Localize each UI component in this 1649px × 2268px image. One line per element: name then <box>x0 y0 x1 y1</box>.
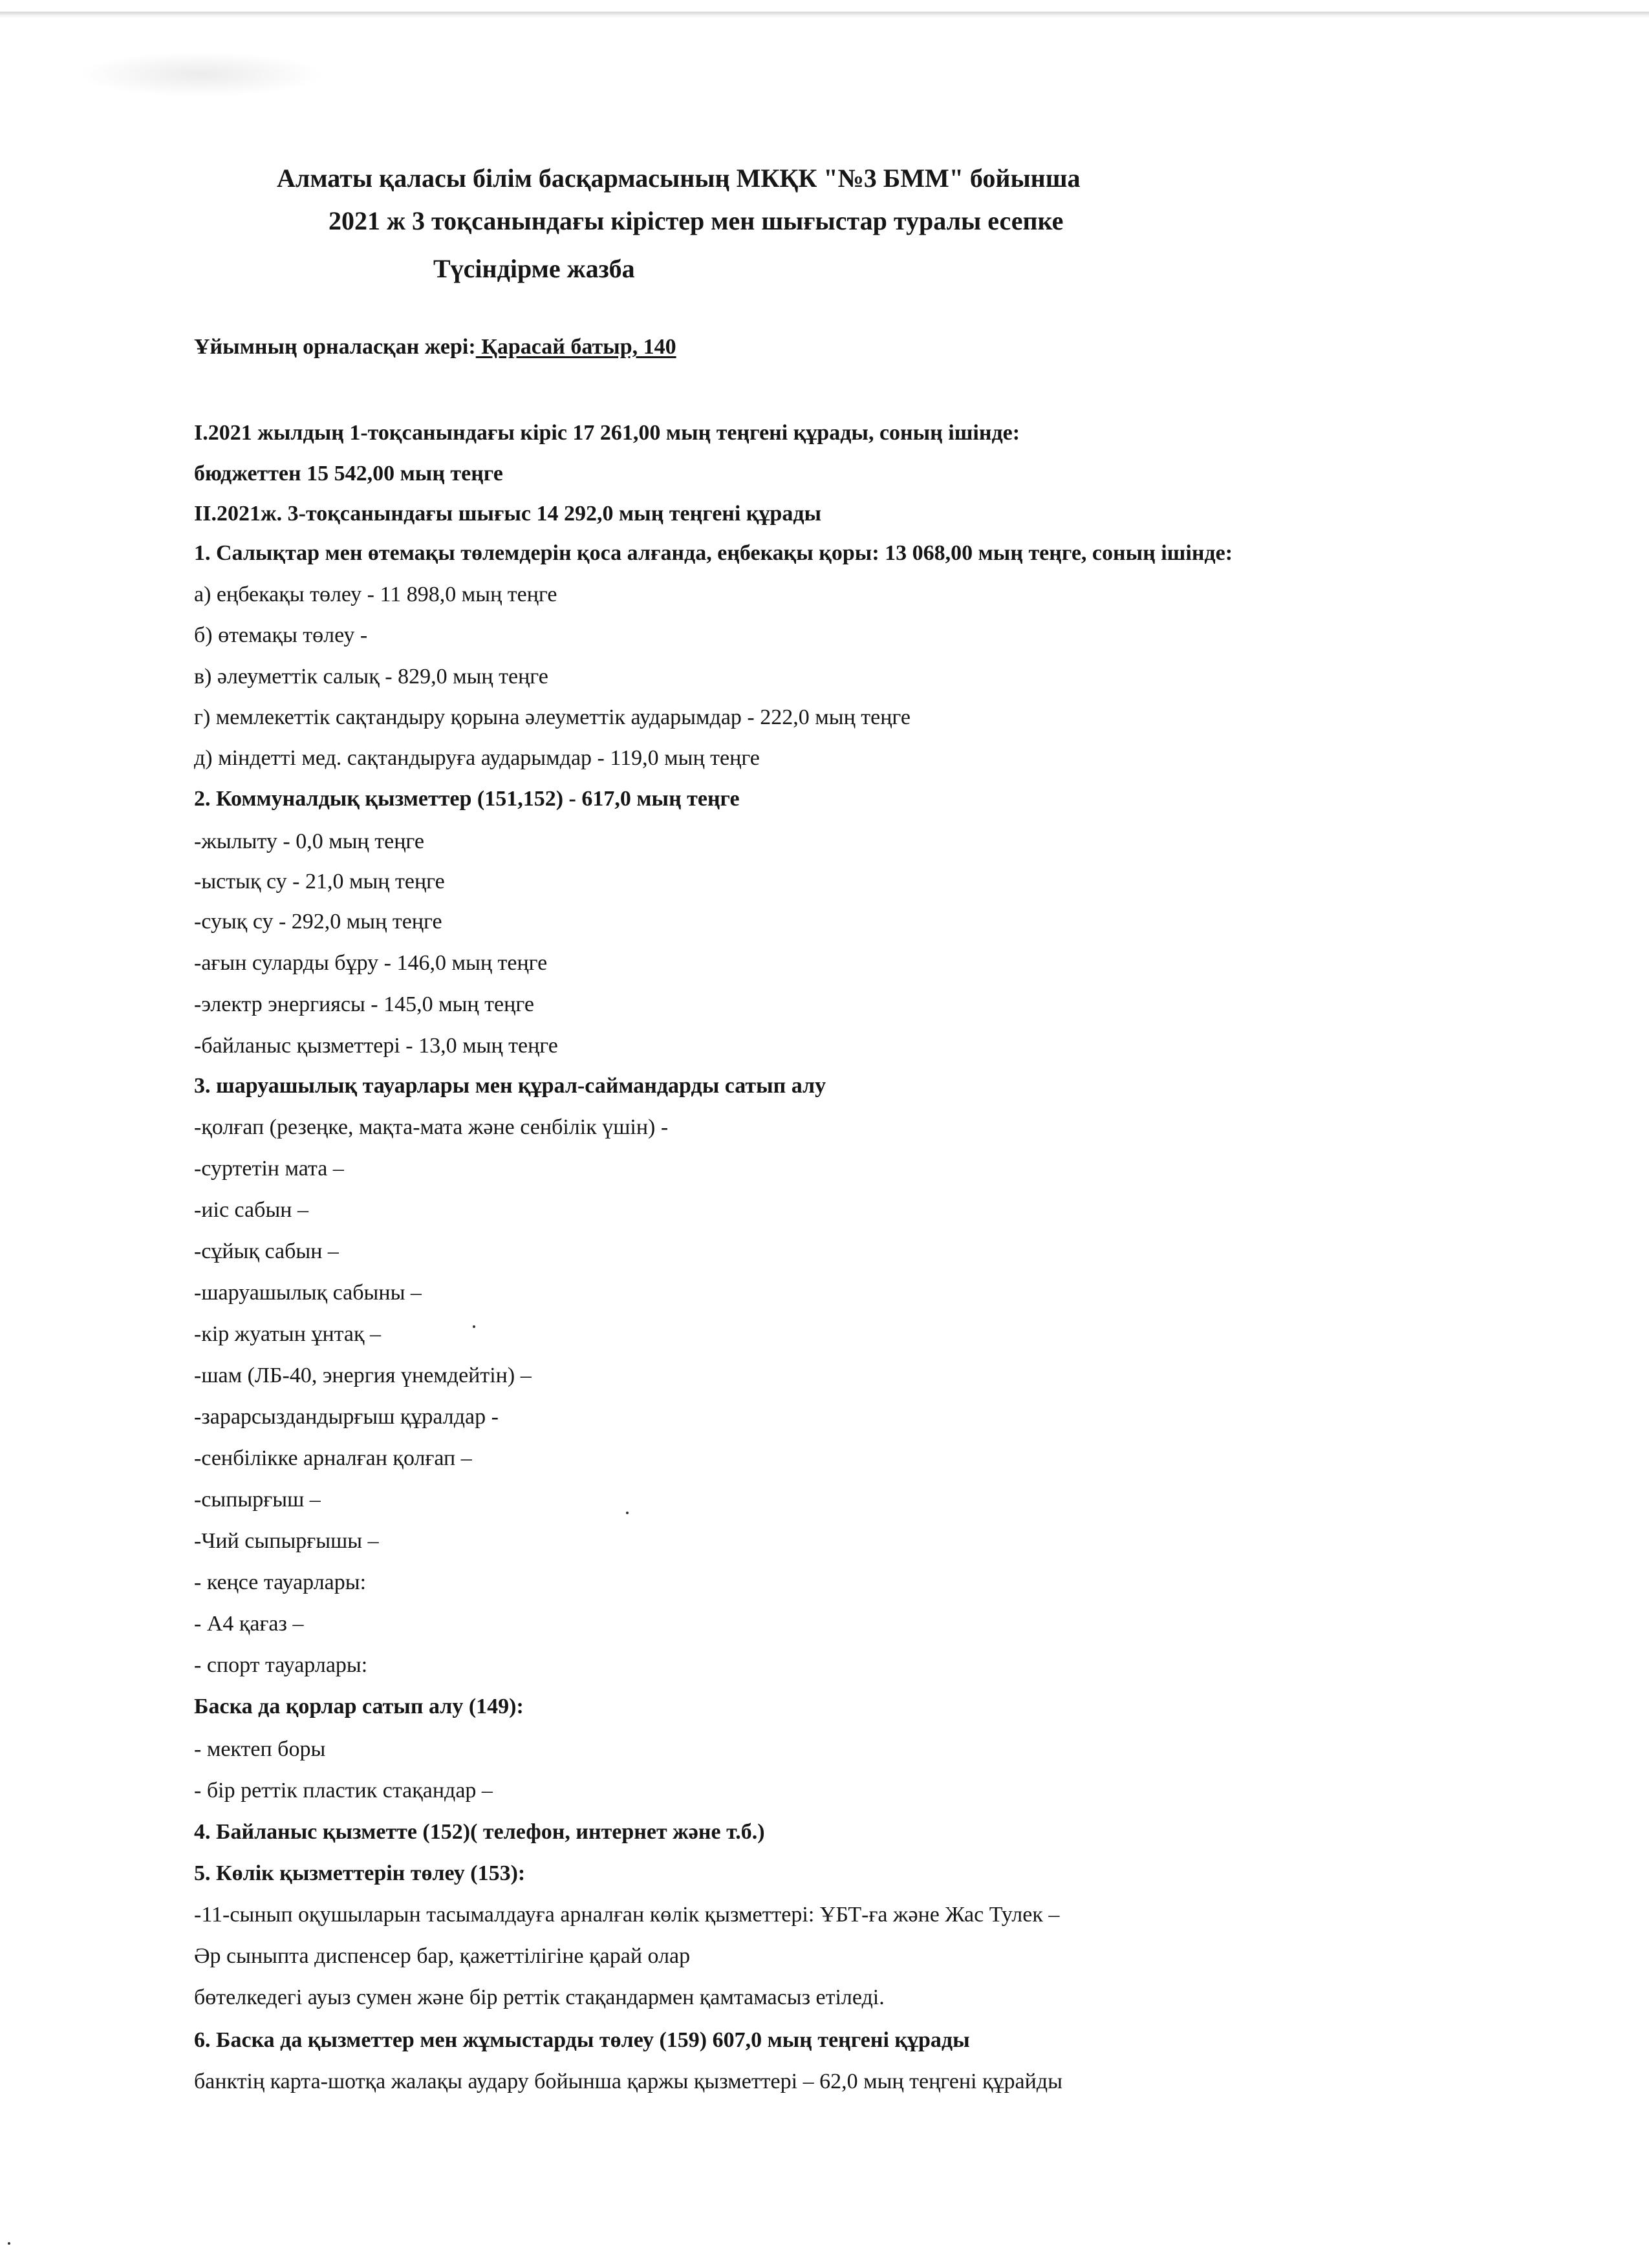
report-line: 2. Коммуналдық қызметтер (151,152) - 617,0 мың теңге <box>194 787 740 811</box>
report-line: 1. Салықтар мен өтемақы төлемдерін қоса алғанда, еңбекақы қоры: 13 068,00 мың теңге, соның ішінде: <box>194 541 1233 565</box>
document-title-line-1: Алматы қаласы білім басқармасының МКҚК "№3 БММ" бойынша <box>277 164 1081 193</box>
report-line: -суртетін мата – <box>194 1157 344 1181</box>
scan-speck <box>8 2242 10 2245</box>
report-line: бөтелкедегі ауыз сумен және бір реттік стақандармен қамтамасыз етіледі. <box>194 1985 885 2009</box>
report-line: -11-сынып оқушыларын тасымалдауға арналған көлік қызметтері: ҰБТ-ға және Жас Тулек – <box>194 1903 1060 1927</box>
location-label: Ұйымның орналасқан жері: <box>194 335 476 359</box>
report-line: -байланыс қызметтері - 13,0 мың теңге <box>194 1034 558 1058</box>
report-line: -сұйық сабын – <box>194 1239 339 1263</box>
report-line: I.2021 жылдың 1-тоқсанындағы кіріс 17 261,00 мың теңгені құрады, соның ішінде: <box>194 421 1020 445</box>
report-line: -кір жуатын ұнтақ – <box>194 1322 382 1346</box>
report-line: 6. Баска да қызметтер мен жұмыстарды төлеу (159) 607,0 мың теңгені құрады <box>194 2028 970 2052</box>
report-line: д) міндетті мед. сақтандыруға аударымдар - 119,0 мың теңге <box>194 746 760 770</box>
report-line: в) әлеуметтік салық - 829,0 мың теңге <box>194 665 548 689</box>
report-line: Әр сыныпта диспенсер бар, қажеттілігіне қарай олар <box>194 1944 691 1968</box>
scan-speck <box>626 1512 629 1514</box>
report-line: -шам (ЛБ-40, энергия үнемдейтін) – <box>194 1364 532 1387</box>
report-line: -иіс сабын – <box>194 1198 308 1222</box>
report-line: -сенбілікке арналған қолғап – <box>194 1446 472 1470</box>
report-line: - бір реттік пластик стақандар – <box>194 1779 493 1803</box>
report-line: г) мемлекеттік сақтандыру қорына әлеуметтік аударымдар - 222,0 мың теңге <box>194 705 911 729</box>
report-line: - спорт тауарлары: <box>194 1653 368 1677</box>
report-line: -қолғап (резеңке, мақта-мата және сенбілік үшін) - <box>194 1115 669 1139</box>
report-line: II.2021ж. 3-тоқсанындағы шығыс 14 292,0 мың теңгені құрады <box>194 502 822 526</box>
report-line: -жылыту - 0,0 мың теңге <box>194 829 424 853</box>
report-line: 5. Көлік қызметтерін төлеу (153): <box>194 1861 526 1885</box>
report-line: -суық су - 292,0 мың теңге <box>194 910 442 934</box>
report-line: - мектеп боры <box>194 1737 326 1761</box>
document-title-line-2: 2021 ж 3 тоқсанындағы кірістер мен шығыстар туралы есепке <box>329 206 1064 235</box>
report-line: -ыстық су - 21,0 мың теңге <box>194 870 445 893</box>
report-line: -зарарсыздандырғыш құралдар - <box>194 1405 499 1429</box>
scan-speck <box>473 1325 475 1328</box>
location-value: Қарасай батыр, 140 <box>475 335 676 359</box>
report-line: -сыпырғыш – <box>194 1488 321 1512</box>
report-line: -шаруашылық сабыны – <box>194 1281 422 1305</box>
report-line: - кеңсе тауарлары: <box>194 1570 367 1594</box>
report-line: -ағын суларды бұру - 146,0 мың теңге <box>194 951 548 975</box>
report-line: - А4 қағаз – <box>194 1612 304 1636</box>
document-title-line-3: Түсіндірме жазба <box>433 254 635 283</box>
report-line: -Чий сыпырғышы – <box>194 1529 379 1553</box>
report-line: б) өтемақы төлеу - <box>194 623 368 647</box>
report-line: 3. шаруашылық тауарлары мен құрал-саймандарды сатып алу <box>194 1074 826 1098</box>
report-line: бюджеттен 15 542,00 мың теңге <box>194 462 503 486</box>
report-line: 4. Байланыс қызметте (152)( телефон, интернет және т.б.) <box>194 1820 765 1844</box>
report-line: банктің карта-шотқа жалақы аудару бойынша қаржы қызметтері – 62,0 мың теңгені құрайды <box>194 2070 1062 2093</box>
report-line: -электр энергиясы - 145,0 мың теңге <box>194 992 534 1016</box>
report-line: Баска да қорлар сатып алу (149): <box>194 1695 524 1718</box>
report-line: а) еңбекақы төлеу - 11 898,0 мың теңге <box>194 583 557 606</box>
